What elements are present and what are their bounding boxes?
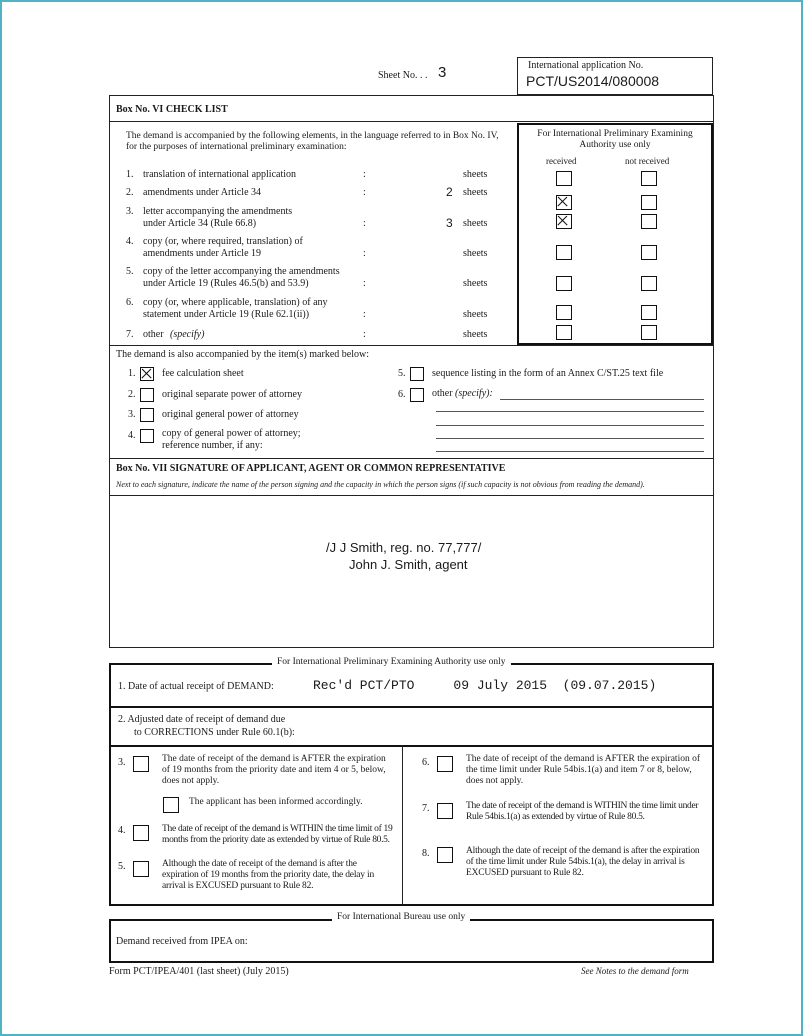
- item5-text: Although the date of receipt of the demand is after the expiration of 19 months from the priority date, the delay in arrival is EXCUSED pursuant to Rule 82.: [162, 859, 374, 891]
- received-checkbox[interactable]: [556, 305, 572, 320]
- not-received-checkbox[interactable]: [641, 171, 657, 186]
- checklist-label: copy (or, where applicable, translation) of any: [143, 297, 328, 308]
- also-label-6: other (specify):: [432, 388, 493, 399]
- ipea-checklist-heading: For International Preliminary Examining Authority use only: [537, 129, 693, 150]
- also-num-3: 3.: [128, 409, 136, 420]
- checklist-label-specify: (specify): [170, 329, 205, 340]
- also-num-5: 5.: [398, 368, 406, 379]
- box6-title: Box No. VI CHECK LIST: [116, 104, 228, 115]
- checklist-sheets-unit: sheets: [463, 329, 488, 340]
- checklist-label-line2: statement under Article 19 (Rule 62.1(ii)): [143, 309, 310, 320]
- item6-checkbox[interactable]: [437, 756, 453, 772]
- item7-num: 7.: [422, 803, 430, 814]
- signature-line-1: /J J Smith, reg. no. 77,777/: [326, 540, 482, 555]
- adjusted-date-label-2: to CORRECTIONS under Rule 60.1(b):: [134, 727, 295, 738]
- ib-section-legend: For International Bureau use only: [332, 912, 470, 922]
- checklist-label: copy of the letter accompanying the amendments: [143, 266, 340, 277]
- checklist-colon: :: [363, 187, 366, 198]
- also-label-3: original general power of attorney: [162, 409, 299, 420]
- not-received-checkbox[interactable]: [641, 325, 657, 340]
- other-specify-line[interactable]: [436, 425, 704, 426]
- item6-num: 6.: [422, 757, 430, 768]
- also-num-2: 2.: [128, 389, 136, 400]
- other-item-checkbox[interactable]: [410, 388, 424, 402]
- item8-num: 8.: [422, 848, 430, 859]
- also-num-1: 1.: [128, 368, 136, 379]
- item7-text: The date of receipt of the demand is WITHIN the time limit under Rule 54bis.1(a) as extended by virtue of Rule 80.5.: [466, 801, 699, 822]
- received-checkbox[interactable]: [556, 195, 572, 210]
- col-received: received: [546, 156, 577, 166]
- box7-title: Box No. VII SIGNATURE OF APPLICANT, AGENT OR COMMON REPRESENTATIVE: [116, 463, 506, 474]
- item3-checkbox[interactable]: [133, 756, 149, 772]
- checklist-sheets-count: 2: [446, 185, 453, 199]
- checklist-colon: :: [363, 278, 366, 289]
- checklist-num: 3.: [126, 206, 134, 217]
- item4-checkbox[interactable]: [133, 825, 149, 841]
- application-number: PCT/US2014/080008: [526, 73, 660, 89]
- also-num-4: 4.: [128, 430, 136, 441]
- item3-text: The date of receipt of the demand is AFTER the expiration of 19 months from the priority date and item 4 or 5, below, does not apply.: [162, 754, 386, 786]
- checklist-label: other: [143, 329, 164, 340]
- divider: [109, 745, 714, 747]
- ib-received-label: Demand received from IPEA on:: [116, 936, 248, 947]
- also-label: The demand is also accompanied by the item(s) marked below:: [116, 349, 369, 360]
- application-number-label: International application No.: [528, 60, 644, 71]
- checklist-sheets-unit: sheets: [463, 278, 488, 289]
- also-label-5: sequence listing in the form of an Annex C/ST.25 text file: [432, 368, 664, 379]
- sheet-label: Sheet No. . .: [378, 70, 428, 81]
- power-of-attorney-checkbox[interactable]: [140, 388, 154, 402]
- received-checkbox[interactable]: [556, 245, 572, 260]
- col-not-received: not received: [625, 156, 670, 166]
- divider: [109, 121, 714, 122]
- checklist-sheets-unit: sheets: [463, 187, 488, 198]
- item8-text: Although the date of receipt of the demand is after the expiration of the time limit under Rule 54bis.1(a), the delay in arrival is EXCUSED pursuant to Rule 82.: [466, 846, 700, 878]
- other-specify-line[interactable]: [500, 399, 704, 400]
- sequence-listing-checkbox[interactable]: [410, 367, 424, 381]
- divider: [109, 706, 714, 708]
- signature-line-2: John J. Smith, agent: [349, 557, 468, 572]
- checklist-sheets-unit: sheets: [463, 248, 488, 259]
- checklist-colon: :: [363, 329, 366, 340]
- checklist-num: 4.: [126, 236, 134, 247]
- divider-vertical: [402, 745, 403, 905]
- also-label-2: original separate power of attorney: [162, 389, 302, 400]
- checklist-colon: :: [363, 218, 366, 229]
- item3-sub: The applicant has been informed accordingly.: [189, 797, 363, 807]
- sheet-number: 3: [438, 64, 447, 81]
- checklist-colon: :: [363, 309, 366, 320]
- received-checkbox[interactable]: [556, 325, 572, 340]
- checklist-num: 5.: [126, 266, 134, 277]
- checklist-colon: :: [363, 169, 366, 180]
- checklist-sheets-unit: sheets: [463, 218, 488, 229]
- other-specify-line[interactable]: [436, 451, 704, 452]
- item8-checkbox[interactable]: [437, 847, 453, 863]
- item3-num: 3.: [118, 757, 126, 768]
- box7-subtitle: Next to each signature, indicate the name of the person signing and the capacity in which the person signs (if such capacity is not obvious from reading the demand).: [116, 480, 645, 489]
- other-specify-line[interactable]: [436, 411, 704, 412]
- receipt-date-label: 1. Date of actual receipt of DEMAND:: [118, 681, 274, 692]
- checklist-label-line2: amendments under Article 19: [143, 248, 262, 259]
- item4-num: 4.: [118, 825, 126, 836]
- checklist-label: letter accompanying the amendments: [143, 206, 293, 217]
- checklist-sheets-unit: sheets: [463, 309, 488, 320]
- item5-num: 5.: [118, 861, 126, 872]
- adjusted-date-label-1: 2. Adjusted date of receipt of demand due: [118, 714, 286, 725]
- checklist-sheets-count: 3: [446, 216, 453, 230]
- copy-power-checkbox[interactable]: [140, 429, 154, 443]
- item3-informed-checkbox[interactable]: [163, 797, 179, 813]
- divider: [109, 495, 714, 496]
- general-power-checkbox[interactable]: [140, 408, 154, 422]
- item5-checkbox[interactable]: [133, 861, 149, 877]
- also-label-1: fee calculation sheet: [162, 368, 244, 379]
- checklist-num: 7.: [126, 329, 134, 340]
- not-received-checkbox[interactable]: [641, 276, 657, 291]
- checklist-sheets-unit: sheets: [463, 169, 488, 180]
- ipea-section-legend: For International Preliminary Examining Authority use only: [272, 657, 511, 667]
- checklist-num: 6.: [126, 297, 134, 308]
- checklist-label: copy (or, where required, translation) of: [143, 236, 303, 247]
- item7-checkbox[interactable]: [437, 803, 453, 819]
- also-label-4: copy of general power of attorney;: [162, 428, 301, 439]
- divider: [109, 458, 714, 459]
- other-specify-line[interactable]: [436, 438, 704, 439]
- receipt-date-value: Rec'd PCT/PTO 09 July 2015 (09.07.2015): [313, 678, 657, 693]
- divider: [109, 345, 714, 346]
- checklist-label: amendments under Article 34: [143, 187, 262, 198]
- checklist-num: 1.: [126, 169, 134, 180]
- demand-notes: See Notes to the demand form: [581, 966, 689, 976]
- not-received-checkbox[interactable]: [641, 305, 657, 320]
- form-id: Form PCT/IPEA/401 (last sheet) (July 2015): [109, 966, 289, 977]
- item6-text: The date of receipt of the demand is AFTER the expiration of the time limit under Rule 54bis.1(a) and item 7 or 8, below, does not apply.: [466, 754, 700, 786]
- checklist-label-line2: under Article 34 (Rule 66.8): [143, 218, 257, 229]
- not-received-checkbox[interactable]: [641, 214, 657, 229]
- fee-calculation-checkbox[interactable]: [140, 367, 154, 381]
- received-checkbox[interactable]: [556, 214, 572, 229]
- also-label-4b: reference number, if any:: [162, 440, 263, 451]
- checklist-label-line2: under Article 19 (Rules 46.5(b) and 53.9): [143, 278, 309, 289]
- not-received-checkbox[interactable]: [641, 245, 657, 260]
- checklist-colon: :: [363, 248, 366, 259]
- not-received-checkbox[interactable]: [641, 195, 657, 210]
- received-checkbox[interactable]: [556, 171, 572, 186]
- box6-intro: The demand is accompanied by the following elements, in the language referred to in Box No. IV, for the purposes of international preliminary examination:: [126, 131, 499, 152]
- also-num-6: 6.: [398, 389, 406, 400]
- received-checkbox[interactable]: [556, 276, 572, 291]
- checklist-label: translation of international application: [143, 169, 297, 180]
- checklist-num: 2.: [126, 187, 134, 198]
- item4-text: The date of receipt of the demand is WITHIN the time limit of 19 months from the priority date as extended by virtue of Rule 80.5.: [162, 824, 393, 845]
